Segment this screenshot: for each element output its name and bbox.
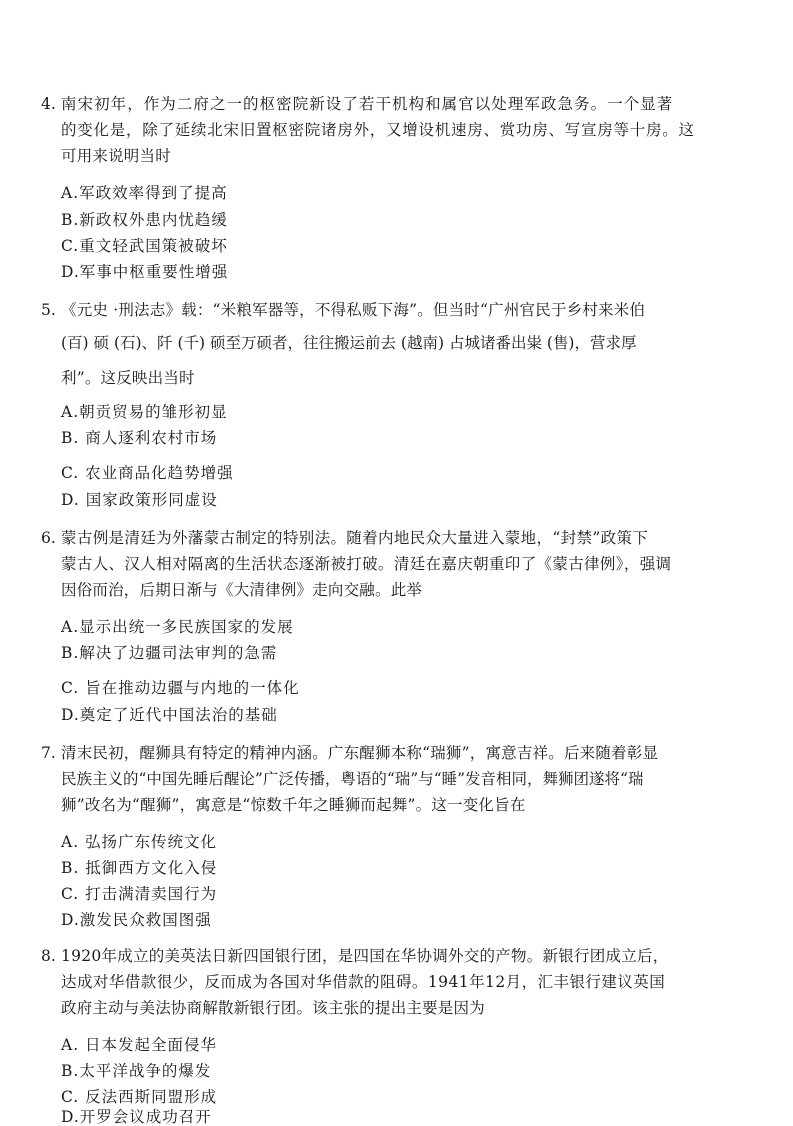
option-c[interactable]: C.重文轻武国策被破坏 <box>61 237 228 255</box>
option-d[interactable]: D.奠定了近代中国法治的基础 <box>61 706 278 724</box>
question-stem-line: 因俗而治，后期日渐与《大清律例》走向交融。此举 <box>61 581 423 599</box>
question-stem-line: 利”。这反映出当时 <box>61 369 195 387</box>
option-b[interactable]: B.解决了边疆司法审判的急需 <box>61 644 278 662</box>
option-a[interactable]: A.军政效率得到了提高 <box>61 184 228 202</box>
question-stem-line: 政府主动与美法协商解散新银行团。该主张的提出主要是因为 <box>61 999 485 1017</box>
option-c[interactable]: C. 反法西斯同盟形成 <box>61 1088 218 1106</box>
question-stem-line: 可用来说明当时 <box>61 147 171 165</box>
option-a[interactable]: A. 日本发起全面侵华 <box>61 1036 218 1054</box>
option-a[interactable]: A. 弘扬广东传统文化 <box>61 833 218 851</box>
question-stem-line: 达成对华借款很少，反而成为各国对华借款的阻碍。1941年12月，汇丰银行建议英国 <box>61 973 666 991</box>
option-d[interactable]: D.激发民众救国图强 <box>61 911 212 929</box>
option-a[interactable]: A.显示出统一多民族国家的发展 <box>61 618 294 636</box>
question-number: 4. <box>41 95 56 113</box>
question-stem-line: 清末民初，醒狮具有特定的精神内涵。广东醒狮本称“瑞狮”，寓意吉祥。后来随着彰显 <box>61 744 659 762</box>
option-b[interactable]: B.新政权外患内忧趋缓 <box>61 211 228 229</box>
question-stem-line: 民族主义的“中国先睡后醒论”广泛传播，粤语的“瑞”与“睡”发音相同，舞狮团遂将“瑞 <box>61 770 644 788</box>
option-d[interactable]: D.开罗会议成功召开 <box>61 1108 212 1126</box>
option-c[interactable]: C. 农业商品化趋势增强 <box>61 464 234 482</box>
question-stem-line: 蒙古例是清廷为外藩蒙古制定的特别法。随着内地民众大量进入蒙地，“封禁”政策下 <box>61 529 649 547</box>
question-stem-line: 《元史 ·刑法志》载：“米粮军器等，不得私贩下海”。但当时“广州官民于乡村来米伯 <box>61 301 646 319</box>
question-stem-line: (百) 硕 (石)、阡 (千) 硕至万硕者，往往搬运前去 (越南) 占城诸番出粜 (售)，营求厚 <box>61 334 637 352</box>
question-number: 7. <box>41 744 56 762</box>
option-b[interactable]: B. 抵御西方文化入侵 <box>61 859 218 877</box>
option-d[interactable]: D.军事中枢重要性增强 <box>61 263 229 281</box>
question-stem-line: 南宋初年，作为二府之一的枢密院新设了若干机构和属官以处理军政急务。一个显著 <box>61 95 674 113</box>
question-stem-line: 的变化是，除了延续北宋旧置枢密院诸房外，又增设机速房、赏功房、写宣房等十房。这 <box>61 121 695 139</box>
question-number: 8. <box>41 947 56 965</box>
question-number: 6. <box>41 529 56 547</box>
question-number: 5. <box>41 301 56 319</box>
question-stem-line: 蒙古人、汉人相对隔离的生活状态逐渐被打破。清廷在嘉庆朝重印了《蒙古律例》，强调 <box>61 555 672 573</box>
option-c[interactable]: C. 旨在推动边疆与内地的一体化 <box>61 679 300 697</box>
option-b[interactable]: B.太平洋战争的爆发 <box>61 1062 212 1080</box>
option-d[interactable]: D. 国家政策形同虚设 <box>61 491 218 509</box>
option-a[interactable]: A.朝贡贸易的雏形初显 <box>61 403 228 421</box>
question-stem-line: 1920年成立的美英法日新四国银行团，是四国在华协调外交的产物。新银行团成立后， <box>61 947 669 965</box>
option-b[interactable]: B. 商人逐利农村市场 <box>61 429 218 447</box>
option-c[interactable]: C. 打击满清卖国行为 <box>61 885 218 903</box>
question-stem-line: 狮”改名为“醒狮”，寓意是“惊数千年之睡狮而起舞”。这一变化旨在 <box>61 796 526 814</box>
